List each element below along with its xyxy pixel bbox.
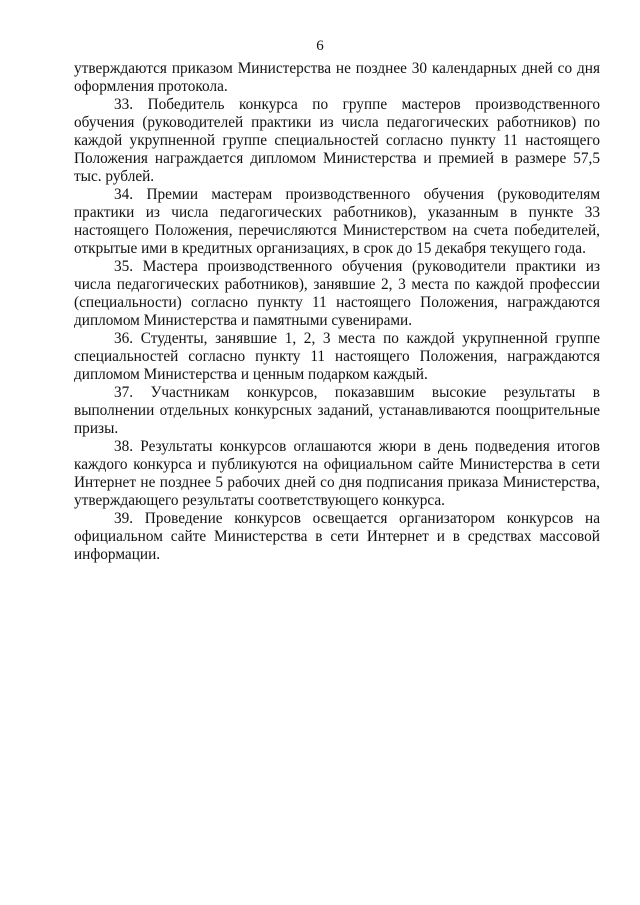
document-body — [74, 60, 600, 564]
paragraph-36: 36. Студенты, занявшие 1, 2, 3 места по каждой укрупненной группе специальностей согласно пункту 11 настоящего Положения, награждаются дипломом Министерства и ценным подарком каждый. — [74, 330, 600, 383]
paragraph-33: 33. Победитель конкурса по группе мастеров производственного обучения (руководителей практики из числа педагогических работников) по каждой укрупненной группе специальностей согласно пункту 11 настоящего Положения награждается дипломом Министерства и премией в размере 57,5 тыс. рублей. — [74, 96, 600, 185]
paragraph-35: 35. Мастера производственного обучения (руководители практики из числа педагогических работников), занявшие 2, 3 места по каждой профессии (специальности) согласно пункту 11 настоящего Положения, награждаются дипломом Министерства и памятными сувенирами. — [74, 258, 600, 329]
paragraph-38: 38. Результаты конкурсов оглашаются жюри в день подведения итогов каждого конкурса и публикуются на официальном сайте Министерства в сети Интернет не позднее 5 рабочих дней со дня подписания приказа Министерства, утверждающего результаты соответствующего конкурса. — [74, 438, 600, 509]
paragraph-39: 39. Проведение конкурсов освещается организатором конкурсов на официальном сайте Министерства в сети Интернет и в средствах массовой информации. — [74, 510, 600, 563]
page-number: 6 — [316, 38, 324, 54]
paragraph-34: 34. Премии мастерам производственного обучения (руководителям практики из числа педагогических работников), указанным в пункте 33 настоящего Положения, перечисляются Министерством на счета победителей, открытые ими в кредитных организациях, в срок до 15 декабря текущего года. — [74, 186, 600, 257]
paragraph-continuation: утверждаются приказом Министерства не позднее 30 календарных дней со дня оформления протокола. — [74, 60, 600, 95]
paragraph-37: 37. Участникам конкурсов, показавшим высокие результаты в выполнении отдельных конкурсных заданий, устанавливаются поощрительные призы. — [74, 384, 600, 437]
